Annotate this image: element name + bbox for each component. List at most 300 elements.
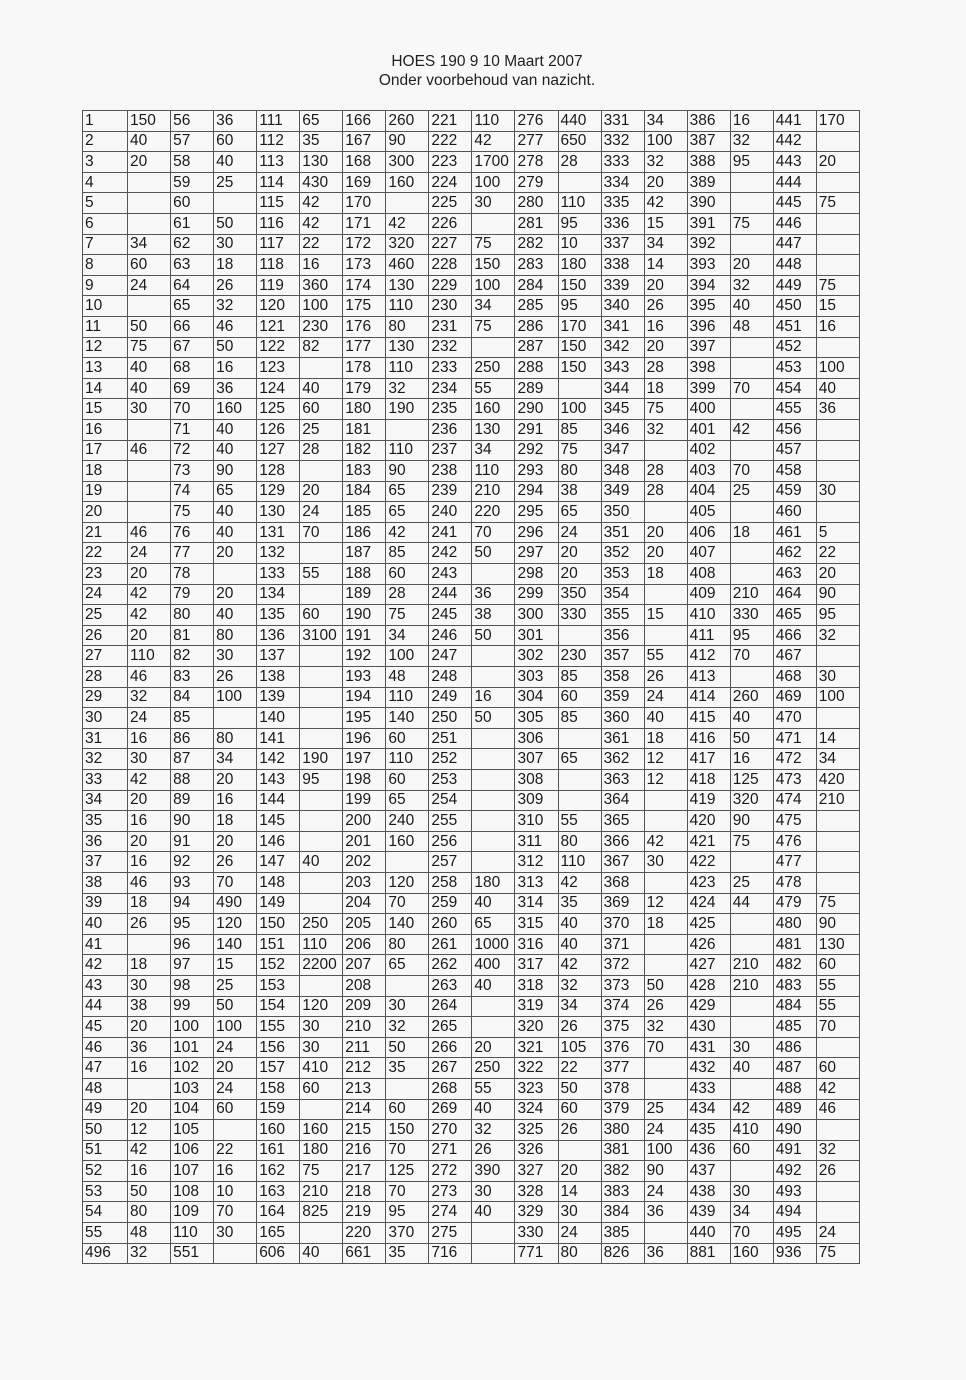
value-cell: 50 (730, 728, 773, 749)
value-cell: 65 (300, 111, 343, 132)
value-cell: 40 (128, 378, 171, 399)
number-cell: 117 (257, 234, 300, 255)
number-cell: 269 (429, 1099, 472, 1120)
number-cell: 351 (601, 522, 644, 543)
number-cell: 310 (515, 811, 558, 832)
value-cell: 100 (472, 275, 515, 296)
value-cell: 40 (300, 378, 343, 399)
number-cell: 442 (773, 131, 816, 152)
value-cell (816, 1181, 859, 1202)
table-body (83, 111, 860, 1264)
value-cell: 65 (386, 790, 429, 811)
number-cell: 471 (773, 728, 816, 749)
number-cell: 210 (343, 1017, 386, 1038)
value-cell: 150 (386, 1120, 429, 1141)
number-cell: 143 (257, 770, 300, 791)
number-cell: 12 (83, 337, 128, 358)
number-cell: 388 (687, 152, 730, 173)
number-cell: 315 (515, 914, 558, 935)
number-cell: 253 (429, 770, 472, 791)
value-cell: 26 (472, 1140, 515, 1161)
number-cell: 241 (429, 522, 472, 543)
value-cell (472, 667, 515, 688)
number-cell: 14 (83, 378, 128, 399)
value-cell: 55 (300, 564, 343, 585)
number-cell: 421 (687, 831, 730, 852)
value-cell: 825 (300, 1202, 343, 1223)
value-cell: 46 (128, 872, 171, 893)
number-cell: 51 (83, 1140, 128, 1161)
number-cell: 149 (257, 893, 300, 914)
number-cell: 11 (83, 316, 128, 337)
number-cell: 38 (83, 872, 128, 893)
number-cell: 167 (343, 131, 386, 152)
number-cell: 274 (429, 1202, 472, 1223)
number-cell: 58 (171, 152, 214, 173)
number-cell: 397 (687, 337, 730, 358)
value-cell: 20 (558, 1161, 601, 1182)
number-cell: 125 (257, 399, 300, 420)
value-cell: 36 (644, 1243, 687, 1264)
number-cell: 267 (429, 1058, 472, 1079)
value-cell (300, 975, 343, 996)
value-cell: 40 (214, 440, 257, 461)
page-title: HOES 190 9 10 Maart 2007 (391, 53, 583, 70)
number-cell: 102 (171, 1058, 214, 1079)
number-cell: 409 (687, 584, 730, 605)
number-cell: 411 (687, 625, 730, 646)
number-cell: 186 (343, 522, 386, 543)
number-cell: 289 (515, 378, 558, 399)
number-cell: 68 (171, 358, 214, 379)
value-cell: 15 (644, 605, 687, 626)
value-cell: 50 (472, 543, 515, 564)
value-cell: 80 (386, 934, 429, 955)
value-cell: 12 (644, 749, 687, 770)
number-cell: 771 (515, 1243, 558, 1264)
value-cell: 110 (558, 852, 601, 873)
number-cell: 73 (171, 461, 214, 482)
value-cell: 16 (300, 255, 343, 276)
value-cell: 30 (128, 399, 171, 420)
number-cell: 55 (83, 1223, 128, 1244)
value-cell: 15 (816, 296, 859, 317)
value-cell (644, 790, 687, 811)
value-cell: 34 (128, 234, 171, 255)
number-cell: 159 (257, 1099, 300, 1120)
value-cell: 75 (558, 440, 601, 461)
number-cell: 290 (515, 399, 558, 420)
table-row (83, 419, 860, 440)
number-cell: 308 (515, 770, 558, 791)
value-cell (128, 296, 171, 317)
value-cell: 40 (558, 934, 601, 955)
number-cell: 422 (687, 852, 730, 873)
number-cell: 121 (257, 316, 300, 337)
value-cell: 32 (386, 1017, 429, 1038)
value-cell (644, 1223, 687, 1244)
value-cell: 75 (644, 399, 687, 420)
table-row (83, 646, 860, 667)
value-cell: 30 (386, 996, 429, 1017)
number-cell: 377 (601, 1058, 644, 1079)
value-cell: 30 (214, 234, 257, 255)
number-cell: 96 (171, 934, 214, 955)
value-cell: 1700 (472, 152, 515, 173)
table-row (83, 337, 860, 358)
value-cell: 70 (300, 522, 343, 543)
value-cell: 180 (558, 255, 601, 276)
number-cell: 451 (773, 316, 816, 337)
value-cell (386, 975, 429, 996)
number-cell: 364 (601, 790, 644, 811)
number-cell: 467 (773, 646, 816, 667)
number-cell: 420 (687, 811, 730, 832)
number-cell: 374 (601, 996, 644, 1017)
number-cell: 91 (171, 831, 214, 852)
number-cell: 362 (601, 749, 644, 770)
number-cell: 199 (343, 790, 386, 811)
value-cell: 35 (386, 1058, 429, 1079)
value-cell: 28 (644, 461, 687, 482)
number-cell: 108 (171, 1181, 214, 1202)
number-cell: 276 (515, 111, 558, 132)
number-cell: 303 (515, 667, 558, 688)
table-row (83, 481, 860, 502)
value-cell (644, 934, 687, 955)
value-cell (816, 646, 859, 667)
number-cell: 202 (343, 852, 386, 873)
table-row (83, 1058, 860, 1079)
number-cell: 160 (257, 1120, 300, 1141)
number-cell: 243 (429, 564, 472, 585)
value-cell: 42 (128, 605, 171, 626)
number-cell: 444 (773, 172, 816, 193)
number-cell: 166 (343, 111, 386, 132)
value-cell: 80 (214, 728, 257, 749)
value-cell: 42 (472, 131, 515, 152)
value-cell: 110 (386, 358, 429, 379)
page-subtitle: Onder voorbehoud van nazicht. (378, 72, 596, 89)
number-cell: 106 (171, 1140, 214, 1161)
value-cell: 22 (558, 1058, 601, 1079)
table-row (83, 1181, 860, 1202)
value-cell: 20 (128, 1017, 171, 1038)
value-cell: 40 (300, 1243, 343, 1264)
value-cell: 42 (644, 831, 687, 852)
number-cell: 31 (83, 728, 128, 749)
number-cell: 59 (171, 172, 214, 193)
value-cell: 34 (472, 440, 515, 461)
number-cell: 419 (687, 790, 730, 811)
value-cell: 26 (128, 914, 171, 935)
number-cell: 163 (257, 1181, 300, 1202)
number-cell: 56 (171, 111, 214, 132)
value-cell (730, 399, 773, 420)
number-cell: 229 (429, 275, 472, 296)
value-cell (300, 872, 343, 893)
value-cell: 18 (128, 893, 171, 914)
number-cell: 132 (257, 543, 300, 564)
value-cell: 30 (214, 1223, 257, 1244)
value-cell: 16 (730, 749, 773, 770)
number-cell: 173 (343, 255, 386, 276)
value-cell: 50 (214, 337, 257, 358)
number-cell: 356 (601, 625, 644, 646)
value-cell: 14 (558, 1181, 601, 1202)
value-cell: 38 (472, 605, 515, 626)
number-cell: 109 (171, 1202, 214, 1223)
number-cell: 98 (171, 975, 214, 996)
number-cell: 287 (515, 337, 558, 358)
number-cell: 464 (773, 584, 816, 605)
number-cell: 384 (601, 1202, 644, 1223)
value-cell (300, 708, 343, 729)
number-cell: 219 (343, 1202, 386, 1223)
value-cell (558, 625, 601, 646)
number-cell: 301 (515, 625, 558, 646)
value-cell: 75 (472, 316, 515, 337)
number-cell: 80 (171, 605, 214, 626)
value-cell: 110 (386, 440, 429, 461)
table-row (83, 1037, 860, 1058)
value-cell: 42 (558, 872, 601, 893)
number-cell: 271 (429, 1140, 472, 1161)
value-cell: 150 (558, 358, 601, 379)
number-cell: 54 (83, 1202, 128, 1223)
value-cell: 15 (214, 955, 257, 976)
number-cell: 466 (773, 625, 816, 646)
value-cell: 12 (128, 1120, 171, 1141)
value-cell: 100 (558, 399, 601, 420)
number-cell: 224 (429, 172, 472, 193)
value-cell (644, 440, 687, 461)
number-cell: 53 (83, 1181, 128, 1202)
value-cell: 410 (300, 1058, 343, 1079)
value-cell: 42 (300, 213, 343, 234)
table-row (83, 914, 860, 935)
number-cell: 391 (687, 213, 730, 234)
value-cell (816, 337, 859, 358)
value-cell (816, 1037, 859, 1058)
value-cell: 30 (558, 1202, 601, 1223)
number-cell: 297 (515, 543, 558, 564)
value-cell (644, 811, 687, 832)
value-cell (730, 1078, 773, 1099)
value-cell: 12 (644, 893, 687, 914)
value-cell: 65 (386, 955, 429, 976)
number-cell: 115 (257, 193, 300, 214)
number-cell: 470 (773, 708, 816, 729)
number-cell: 239 (429, 481, 472, 502)
value-cell: 20 (214, 770, 257, 791)
number-cell: 262 (429, 955, 472, 976)
number-cell: 112 (257, 131, 300, 152)
table-row (83, 1243, 860, 1264)
number-cell: 329 (515, 1202, 558, 1223)
value-cell: 70 (472, 522, 515, 543)
number-cell: 340 (601, 296, 644, 317)
value-cell: 40 (730, 296, 773, 317)
number-cell: 401 (687, 419, 730, 440)
value-cell (214, 1120, 257, 1141)
value-cell: 60 (816, 1058, 859, 1079)
number-cell: 300 (515, 605, 558, 626)
number-cell: 103 (171, 1078, 214, 1099)
value-cell (644, 502, 687, 523)
number-cell: 226 (429, 213, 472, 234)
value-cell: 26 (214, 275, 257, 296)
number-cell: 156 (257, 1037, 300, 1058)
value-cell (472, 831, 515, 852)
value-cell: 320 (730, 790, 773, 811)
value-cell: 36 (816, 399, 859, 420)
number-cell: 48 (83, 1078, 128, 1099)
number-cell: 145 (257, 811, 300, 832)
number-cell: 136 (257, 625, 300, 646)
number-cell: 392 (687, 234, 730, 255)
value-cell (300, 811, 343, 832)
number-cell: 307 (515, 749, 558, 770)
value-cell: 34 (214, 749, 257, 770)
value-cell: 10 (214, 1181, 257, 1202)
table-row (83, 399, 860, 420)
value-cell: 24 (214, 1078, 257, 1099)
value-cell (730, 667, 773, 688)
value-cell: 20 (558, 564, 601, 585)
value-cell (558, 1140, 601, 1161)
value-cell: 90 (386, 461, 429, 482)
value-cell: 14 (816, 728, 859, 749)
number-cell: 293 (515, 461, 558, 482)
number-cell: 365 (601, 811, 644, 832)
number-cell: 116 (257, 213, 300, 234)
value-cell: 42 (386, 522, 429, 543)
value-cell: 40 (214, 152, 257, 173)
value-cell (816, 419, 859, 440)
number-cell: 440 (687, 1223, 730, 1244)
value-cell: 70 (386, 1140, 429, 1161)
number-cell: 189 (343, 584, 386, 605)
number-cell: 204 (343, 893, 386, 914)
value-cell: 90 (214, 461, 257, 482)
number-cell: 29 (83, 687, 128, 708)
value-cell: 60 (386, 1099, 429, 1120)
value-cell: 60 (300, 399, 343, 420)
value-cell: 490 (214, 893, 257, 914)
number-cell: 322 (515, 1058, 558, 1079)
value-cell: 370 (386, 1223, 429, 1244)
number-cell: 69 (171, 378, 214, 399)
value-cell (730, 564, 773, 585)
number-cell: 385 (601, 1223, 644, 1244)
value-cell: 65 (214, 481, 257, 502)
number-cell: 326 (515, 1140, 558, 1161)
value-cell (472, 337, 515, 358)
value-cell: 430 (300, 172, 343, 193)
number-cell: 284 (515, 275, 558, 296)
value-cell: 90 (816, 914, 859, 935)
value-cell: 24 (816, 1223, 859, 1244)
number-cell: 86 (171, 728, 214, 749)
number-cell: 85 (171, 708, 214, 729)
number-cell: 346 (601, 419, 644, 440)
number-cell: 477 (773, 852, 816, 873)
value-cell: 210 (300, 1181, 343, 1202)
value-cell: 30 (730, 1181, 773, 1202)
value-cell: 32 (644, 1017, 687, 1038)
number-cell: 196 (343, 728, 386, 749)
value-cell: 20 (128, 831, 171, 852)
number-cell: 150 (257, 914, 300, 935)
number-cell: 79 (171, 584, 214, 605)
value-cell (472, 996, 515, 1017)
value-cell: 180 (300, 1140, 343, 1161)
value-cell: 110 (386, 687, 429, 708)
number-cell: 209 (343, 996, 386, 1017)
number-cell: 496 (83, 1243, 128, 1264)
number-cell: 223 (429, 152, 472, 173)
number-cell: 21 (83, 522, 128, 543)
value-cell: 20 (214, 543, 257, 564)
value-cell: 210 (730, 584, 773, 605)
number-cell: 2 (83, 131, 128, 152)
table-row (83, 111, 860, 132)
number-cell: 480 (773, 914, 816, 935)
value-cell: 55 (644, 646, 687, 667)
value-cell: 60 (214, 1099, 257, 1120)
number-cell: 30 (83, 708, 128, 729)
value-cell: 28 (558, 152, 601, 173)
number-cell: 826 (601, 1243, 644, 1264)
value-cell: 75 (300, 1161, 343, 1182)
value-cell: 16 (214, 1161, 257, 1182)
number-cell: 97 (171, 955, 214, 976)
value-cell: 160 (386, 172, 429, 193)
value-cell: 16 (214, 790, 257, 811)
number-cell: 403 (687, 461, 730, 482)
number-cell: 129 (257, 481, 300, 502)
value-cell: 100 (644, 1140, 687, 1161)
value-cell (300, 687, 343, 708)
number-cell: 485 (773, 1017, 816, 1038)
value-cell (816, 131, 859, 152)
number-cell: 424 (687, 893, 730, 914)
number-cell: 473 (773, 770, 816, 791)
number-cell: 84 (171, 687, 214, 708)
value-cell: 18 (644, 728, 687, 749)
number-cell: 469 (773, 687, 816, 708)
value-cell: 48 (730, 316, 773, 337)
number-cell: 225 (429, 193, 472, 214)
value-cell: 150 (558, 275, 601, 296)
value-cell: 70 (730, 646, 773, 667)
number-cell: 268 (429, 1078, 472, 1099)
value-cell: 30 (472, 193, 515, 214)
table-row (83, 1223, 860, 1244)
value-cell (816, 440, 859, 461)
value-cell: 25 (214, 172, 257, 193)
number-cell: 75 (171, 502, 214, 523)
value-cell: 16 (730, 111, 773, 132)
value-cell: 360 (300, 275, 343, 296)
value-cell: 20 (644, 337, 687, 358)
number-cell: 15 (83, 399, 128, 420)
number-cell: 413 (687, 667, 730, 688)
number-cell: 212 (343, 1058, 386, 1079)
value-cell: 25 (214, 975, 257, 996)
number-cell: 551 (171, 1243, 214, 1264)
